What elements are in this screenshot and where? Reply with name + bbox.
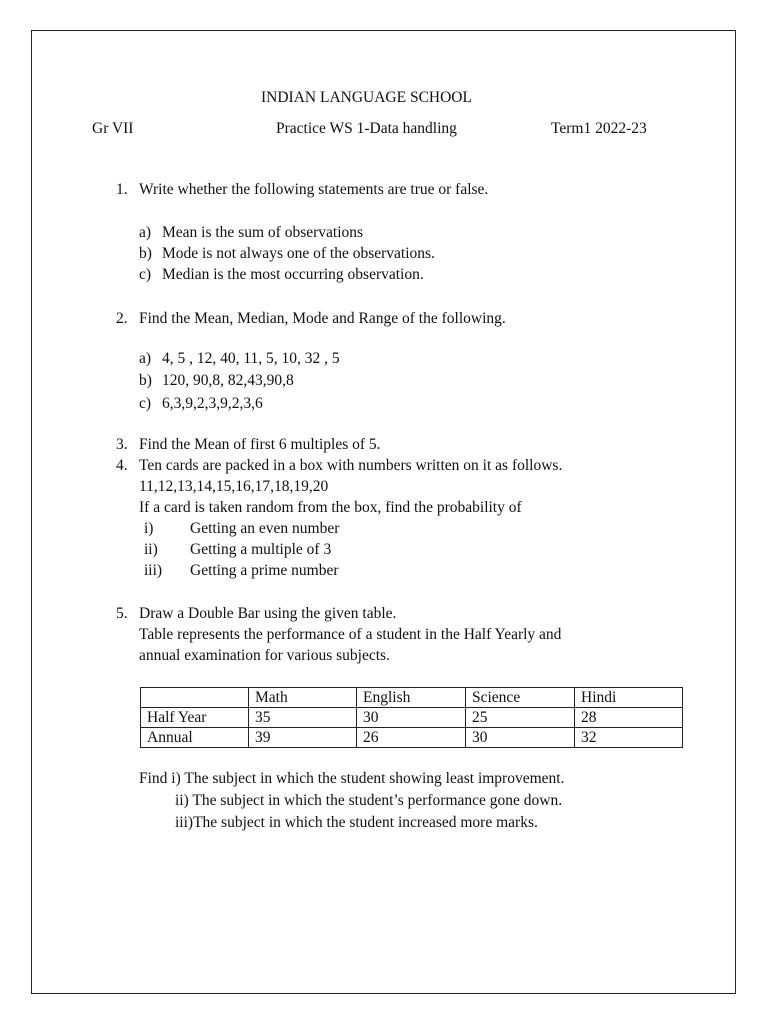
q4-item-iii: Getting a prime number <box>190 562 339 579</box>
q5-text: Draw a Double Bar using the given table. <box>139 605 397 622</box>
q2-item-b: 120, 90,8, 82,43,90,8 <box>162 372 294 389</box>
table-row <box>141 708 683 728</box>
table-row <box>141 728 683 748</box>
table-cell: 39 <box>249 728 357 748</box>
q1-label-c: c) <box>139 266 152 283</box>
q5-find-2: ii) The subject in which the student’s performance gone down. <box>175 792 563 809</box>
q4-item-i: Getting an even number <box>190 520 340 537</box>
table-header-cell: Math <box>249 688 357 708</box>
table-cell: 30 <box>357 708 466 728</box>
table-header-cell: English <box>357 688 466 708</box>
table-cell: 30 <box>466 728 575 748</box>
q4-label-i: i) <box>144 520 154 537</box>
q4-label-iii: iii) <box>144 562 163 579</box>
q2-text: Find the Mean, Median, Mode and Range of the following. <box>139 310 506 327</box>
worksheet-title: Practice WS 1-Data handling <box>276 120 457 137</box>
q1-label-a: a) <box>139 224 152 241</box>
table-cell: 32 <box>575 728 683 748</box>
q5-find-1: Find i) The subject in which the student showing least improvement. <box>139 770 565 787</box>
table-cell: 28 <box>575 708 683 728</box>
q1-item-b: Mode is not always one of the observations. <box>162 245 435 262</box>
table-cell: Half Year <box>141 708 249 728</box>
q4-number: 4. <box>116 457 128 474</box>
q2-number: 2. <box>116 310 128 327</box>
q5-find-3: iii)The subject in which the student increased more marks. <box>175 814 538 831</box>
q4-prompt: If a card is taken random from the box, find the probability of <box>139 499 522 516</box>
q4-item-ii: Getting a multiple of 3 <box>190 541 332 558</box>
table-header-cell <box>141 688 249 708</box>
table-cell: 35 <box>249 708 357 728</box>
q2-label-c: c) <box>139 395 152 412</box>
q1-item-c: Median is the most occurring observation. <box>162 266 424 283</box>
q3-text: Find the Mean of first 6 multiples of 5. <box>139 436 381 453</box>
q5-line3: annual examination for various subjects. <box>139 647 390 664</box>
term: Term1 2022-23 <box>551 120 647 137</box>
q2-item-c: 6,3,9,2,3,9,2,3,6 <box>162 395 263 412</box>
q3-number: 3. <box>116 436 128 453</box>
table-header-cell: Hindi <box>575 688 683 708</box>
q4-numbers: 11,12,13,14,15,16,17,18,19,20 <box>139 478 329 495</box>
q5-number: 5. <box>116 605 128 622</box>
marks-table <box>140 687 683 748</box>
table-cell: 26 <box>357 728 466 748</box>
q4-text: Ten cards are packed in a box with numbers written on it as follows. <box>139 457 563 474</box>
table-cell: 25 <box>466 708 575 728</box>
q1-label-b: b) <box>139 245 152 262</box>
q1-text: Write whether the following statements are true or false. <box>139 181 489 198</box>
q1-item-a: Mean is the sum of observations <box>162 224 364 241</box>
school-name: INDIAN LANGUAGE SCHOOL <box>261 89 472 106</box>
table-header-cell: Science <box>466 688 575 708</box>
q4-label-ii: ii) <box>144 541 158 558</box>
q2-item-a: 4, 5 , 12, 40, 11, 5, 10, 32 , 5 <box>162 350 340 367</box>
q2-label-b: b) <box>139 372 152 389</box>
table-cell: Annual <box>141 728 249 748</box>
grade: Gr VII <box>92 120 134 137</box>
q5-line2: Table represents the performance of a student in the Half Yearly and <box>139 626 562 643</box>
table-header-row <box>141 688 683 708</box>
q1-number: 1. <box>116 181 128 198</box>
q2-label-a: a) <box>139 350 152 367</box>
